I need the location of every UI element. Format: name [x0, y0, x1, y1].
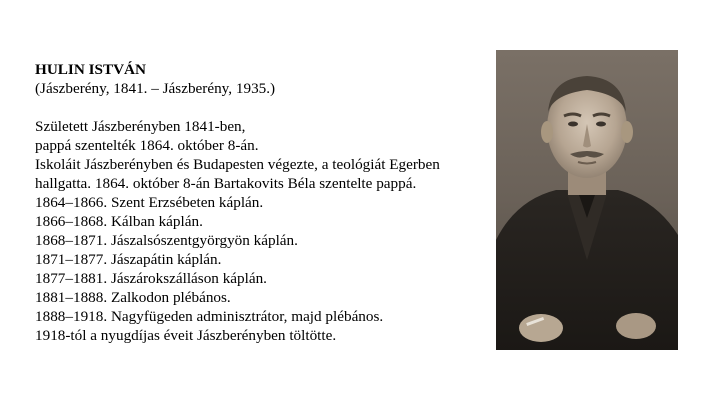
- bio-line: 1866–1868. Kálban káplán.: [35, 213, 203, 230]
- biography-text-block: [35, 60, 485, 345]
- bio-line: 1864–1866. Szent Erzsébeten káplán.: [35, 194, 264, 211]
- bio-line: 1868–1871. Jászalsószentgyörgyön káplán.: [35, 232, 298, 249]
- bio-line: 1877–1881. Jászárokszálláson káplán.: [35, 270, 267, 287]
- portrait-photo: [496, 50, 678, 350]
- bio-line: Iskoláit Jászberényben és Budapesten végezte, a teológiát Egerben: [35, 156, 440, 173]
- life-dates: (Jászberény, 1841. – Jászberény, 1935.): [35, 80, 276, 97]
- bio-line: hallgatta. 1864. október 8-án Bartakovits Béla szentelte pappá.: [35, 175, 417, 192]
- bio-line: 1918-tól a nyugdíjas éveit Jászberényben töltötte.: [35, 327, 337, 344]
- bio-line: Született Jászberényben 1841-ben,: [35, 118, 246, 135]
- bio-line: pappá szentelték 1864. október 8-án.: [35, 137, 259, 154]
- person-name-heading: HULIN ISTVÁN: [35, 61, 146, 78]
- bio-line: 1881–1888. Zalkodon plébános.: [35, 289, 231, 306]
- portrait-illustration: [496, 50, 678, 350]
- bio-line: 1888–1918. Nagyfügeden adminisztrátor, majd plébános.: [35, 308, 384, 325]
- spacer: [35, 98, 485, 117]
- bio-line: 1871–1877. Jászapátin káplán.: [35, 251, 222, 268]
